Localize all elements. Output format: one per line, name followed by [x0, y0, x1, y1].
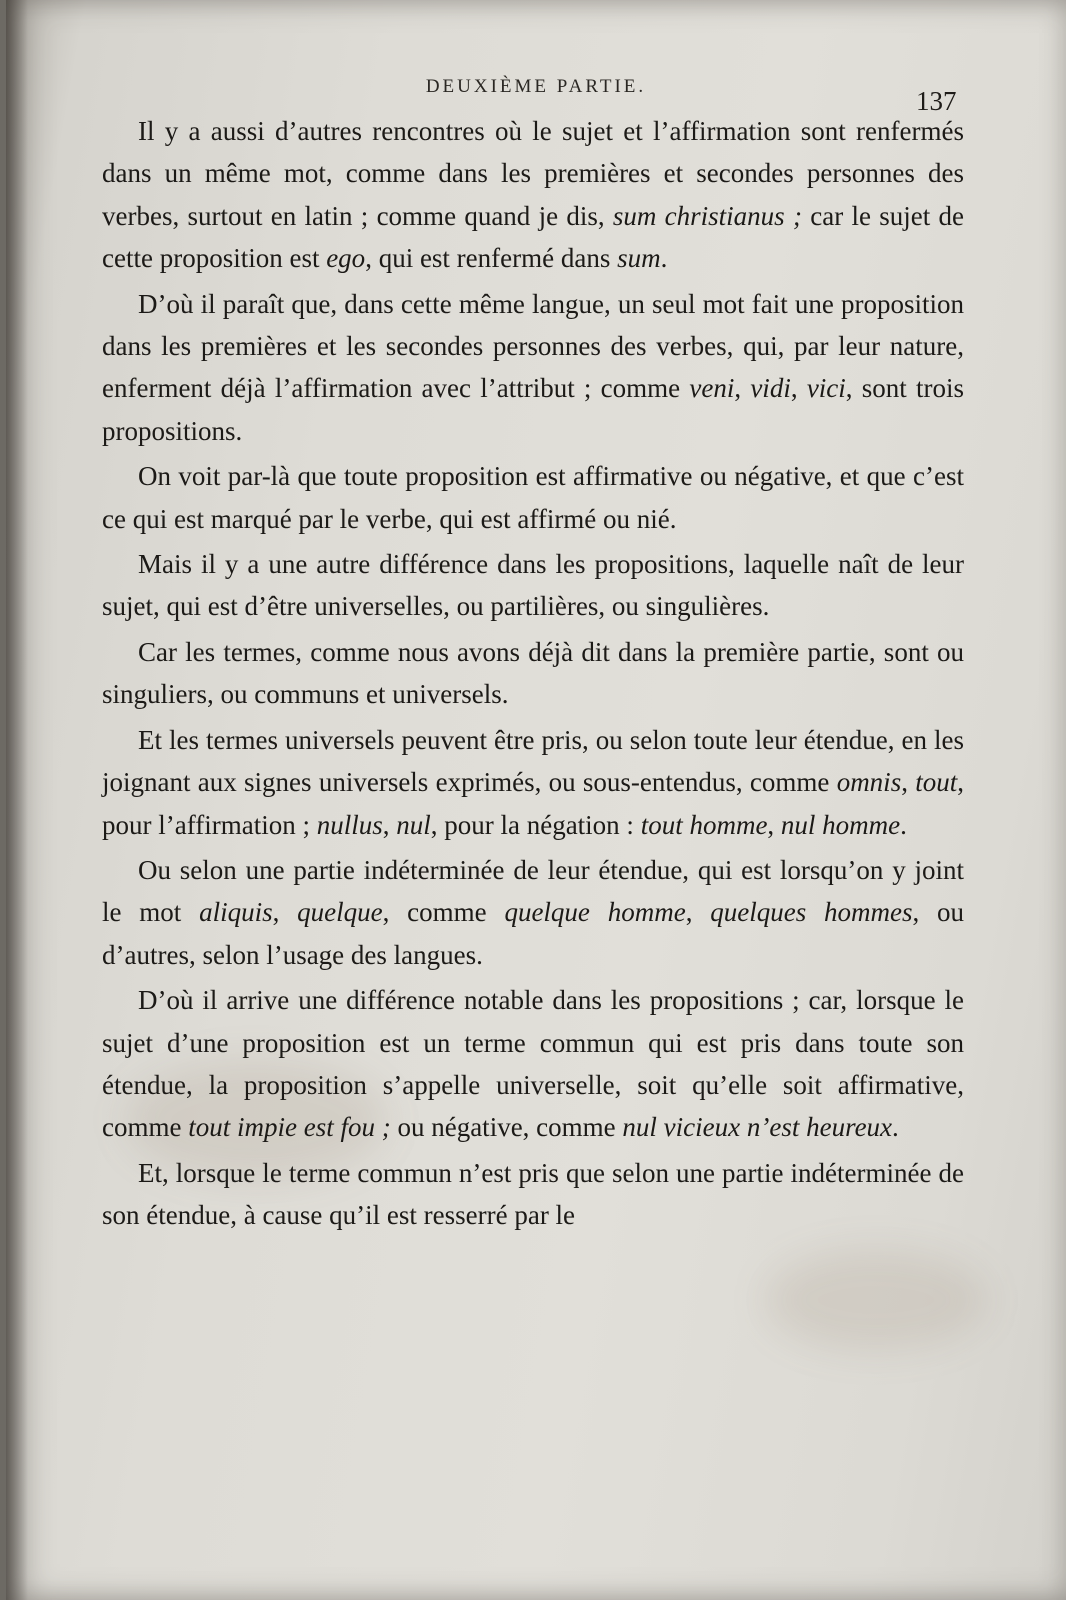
body-text	[102, 110, 964, 1237]
italic-term: aliquis	[199, 897, 273, 928]
italic-term: nul	[396, 809, 431, 840]
paragraph	[102, 283, 964, 453]
paragraph	[102, 543, 964, 628]
text-run: ,	[382, 809, 397, 840]
book-page	[6, 0, 1066, 1600]
text-run: , comme	[382, 897, 505, 928]
text-run: Ou selon une partie indéterminée de leur étendue, qui est lorsqu’on y joint le mot	[102, 854, 964, 928]
text-run: , sont trois propositions.	[102, 373, 965, 446]
italic-term: tout homme	[640, 809, 768, 840]
text-run: Il y a aussi d’autres rencontres où le sujet et l’affirmation sont renfermés dans un même mot, comme dans les premières et secondes personnes des verbes, surtout en latin ; comme quand je dis,	[102, 116, 964, 231]
text-run: Et les termes universels peuvent être pris, ou selon toute leur étendue, en les joignant aux signes universels exprimés, ou sous-entendus, comme	[102, 724, 964, 798]
text-run: .	[660, 243, 668, 274]
page-number: 137	[916, 86, 957, 116]
italic-term: tout impie est fou ;	[188, 1112, 391, 1143]
italic-term: ego	[326, 243, 366, 274]
italic-term: sum	[617, 243, 661, 274]
italic-term: nul homme	[780, 809, 901, 840]
paragraph	[102, 719, 964, 846]
text-run: ,	[790, 373, 807, 404]
italic-term: vidi	[750, 373, 791, 404]
paper-stain	[766, 1250, 986, 1350]
italic-term: nullus	[316, 809, 383, 840]
text-run: ,	[685, 897, 711, 928]
text-run: , pour l’affirmation ;	[102, 767, 965, 840]
text-run: ,	[734, 373, 751, 404]
paragraph	[102, 631, 964, 716]
text-run: ou négative, comme	[390, 1112, 623, 1143]
italic-term: nul vicieux n’est heureux	[622, 1112, 893, 1143]
paragraph	[102, 455, 964, 540]
italic-term: tout	[915, 767, 958, 798]
text-run: , ou d’autres, selon l’usage des langues.	[102, 897, 965, 970]
italic-term: veni	[689, 373, 735, 404]
paragraph	[102, 979, 964, 1149]
italic-term: quelque homme	[504, 897, 686, 928]
paragraph	[102, 1152, 964, 1237]
text-run: car le sujet de cette proposition est	[102, 200, 964, 274]
text-run: ,	[767, 809, 781, 840]
text-run: Mais il y a une autre différence dans les propositions, laquelle naît de leur sujet, qui est d’être universelles, ou partilières, ou singulières.	[102, 549, 964, 622]
paragraph	[102, 110, 964, 280]
text-run: On voit par-là que toute proposition est affirmative ou négative, et que c’est ce qui est marqué par le verbe, qui est affirmé ou nié.	[102, 461, 964, 534]
italic-term: quelque	[297, 897, 383, 928]
page-gutter-shadow	[6, 0, 28, 1600]
running-head: DEUXIÈME PARTIE.	[425, 76, 647, 97]
paragraph	[102, 849, 964, 976]
text-run: , qui est renfermé dans	[365, 243, 618, 274]
italic-term: quelques hommes	[710, 897, 913, 928]
text-run: D’où il arrive une différence notable dans les propositions ; car, lorsque le sujet d’une proposition est un terme commun qui est pris dans toute son étendue, la proposition s’appelle universelle, soit qu’elle soit affirmative, comme	[102, 985, 964, 1143]
text-run: .	[900, 809, 907, 840]
italic-term: sum christianus ;	[612, 200, 802, 231]
text-run: D’où il paraît que, dans cette même langue, un seul mot fait une proposition dans les premières et les secondes personnes des verbes, qui, par leur nature, enferment déjà l’affirmation avec l’attribut ; comme	[102, 288, 964, 404]
text-run: Et, lorsque le terme commun n’est pris que selon une partie indéterminée de son étendue, à cause qu’il est resserré par le	[102, 1157, 964, 1231]
italic-term: vici	[806, 373, 846, 404]
text-run: ,	[272, 897, 298, 928]
text-run: ,	[901, 767, 916, 798]
text-run: , pour la négation :	[430, 809, 641, 840]
text-run: Car les termes, comme nous avons déjà dit dans la première partie, sont ou singuliers, ou communs et universels.	[102, 636, 964, 710]
text-run: .	[892, 1112, 899, 1143]
italic-term: omnis	[836, 767, 902, 798]
